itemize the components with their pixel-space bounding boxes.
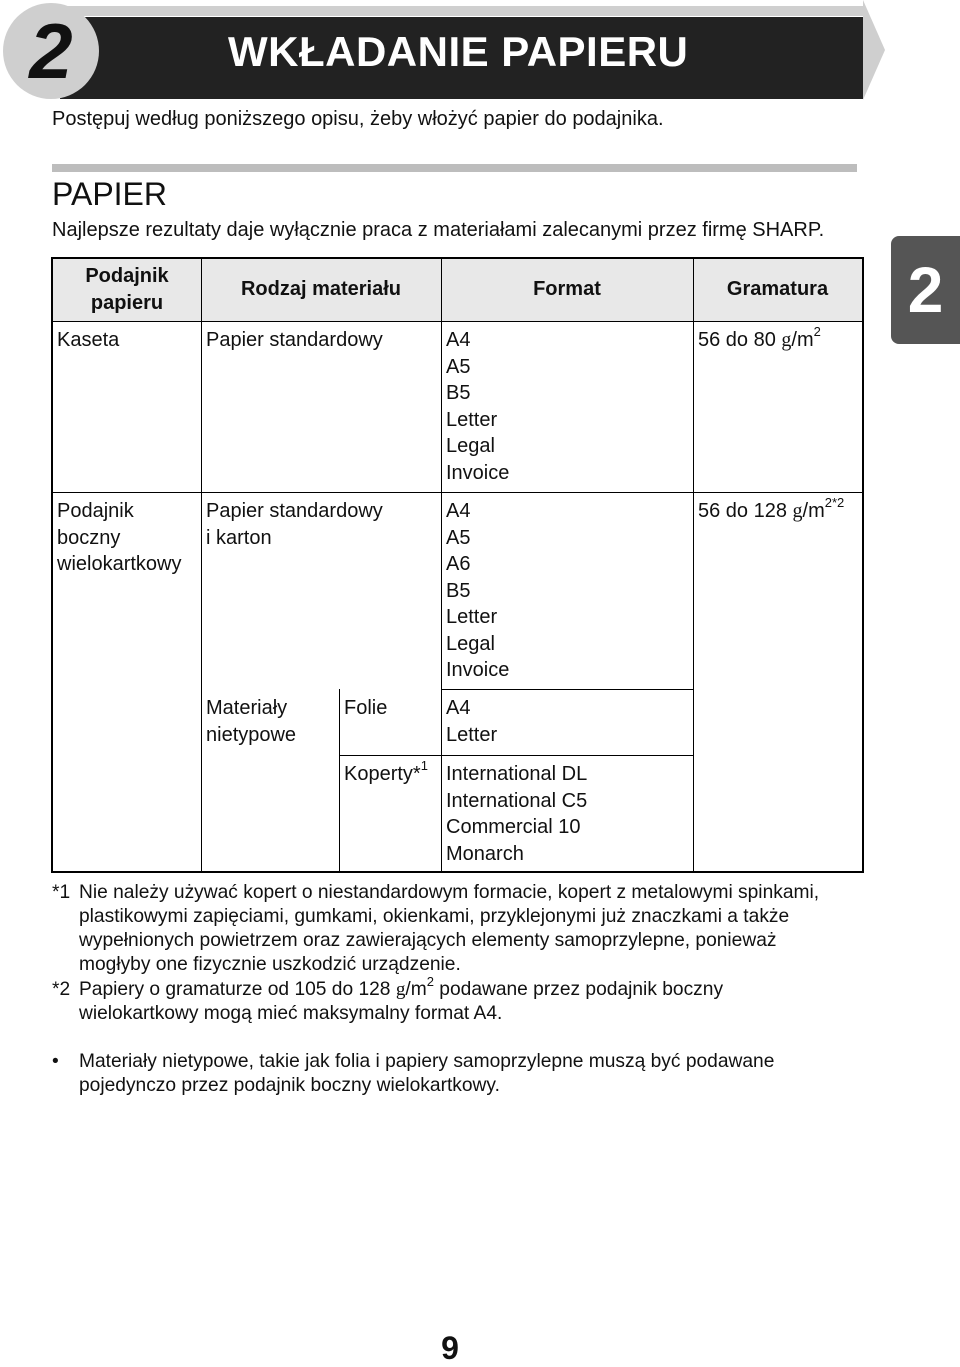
footnote-unit-superscript: 2 — [426, 973, 434, 989]
footnote-text: Nie należy używać kopert o niestandardowym formacie, kopert z metalowymi spinkami, plastikowymi zapięciami, gumkami, okienkami, przyklejonymi już znaczkami a także wypełnionych powietrzem oraz zawierających elementy samoprzylepne, ponieważ mogłyby one fizycznie uszkodzić urządzenie. — [79, 882, 820, 975]
table-rule — [693, 259, 694, 871]
section-divider — [52, 164, 857, 172]
footnote-text-before: Papiery o gramaturze od 105 do 128 — [79, 979, 396, 1000]
weight-superscript: 2*2 — [824, 495, 845, 511]
envelope-label-text: Koperty* — [344, 763, 421, 785]
header-weight: Gramatura — [726, 278, 829, 300]
page-number: 9 — [441, 1330, 459, 1366]
cell-weight-bypass — [698, 495, 845, 525]
paper-table — [51, 257, 864, 873]
header-material: Rodzaj materiału — [240, 278, 402, 300]
header-tray: Podajnik papieru — [85, 265, 169, 314]
table-rule — [339, 755, 693, 756]
footnote-mark: *1 — [52, 882, 71, 903]
weight-value: 56 do 128 — [698, 500, 793, 522]
cell-material-bypass: Papier standardowy i karton — [206, 500, 383, 549]
footnote-unit-m: /m — [405, 979, 427, 1000]
weight-unit-g: g — [781, 329, 792, 351]
section-description: Najlepsze rezultaty daje wyłącznie praca z materiałami zalecanymi przez firmę SHARP. — [52, 219, 825, 241]
footnote-text-after: podawane przez podajnik boczny wielokartkowy mogą mieć maksymalny format A4. — [79, 979, 724, 1024]
cell-weight-cassette — [698, 324, 821, 354]
section-title: PAPIER — [52, 176, 167, 212]
table-rule — [339, 689, 340, 871]
weight-value: 56 do 80 — [698, 329, 782, 351]
cell-film-formats: A4 Letter — [446, 697, 498, 746]
footnote-unit-g: g — [395, 979, 406, 1000]
table-rule — [201, 259, 202, 871]
cell-formats-cassette: A4 A5 B5 Letter Legal Invoice — [446, 329, 510, 484]
table-rule — [441, 259, 442, 871]
table-rule — [53, 321, 862, 322]
weight-unit-g: g — [792, 500, 803, 522]
weight-unit-m: /m — [791, 329, 814, 351]
header-format: Format — [533, 278, 601, 300]
cell-envelope-label — [344, 758, 428, 788]
cell-film-label: Folie — [344, 697, 388, 719]
footnote-mark: *2 — [52, 979, 71, 1000]
cell-material-special: Materiały nietypowe — [206, 697, 297, 746]
envelope-footnote-ref: 1 — [420, 758, 428, 774]
cell-material-cassette: Papier standardowy — [206, 329, 383, 351]
chapter-number: 2 — [29, 7, 73, 95]
weight-superscript: 2 — [813, 324, 821, 340]
weight-unit-m: /m — [802, 500, 825, 522]
table-rule — [53, 492, 862, 493]
cell-tray-bypass: Podajnik boczny wielokartkowy — [57, 500, 182, 575]
chapter-side-tab-number: 2 — [907, 254, 944, 326]
intro-text: Postępuj według poniższego opisu, żeby włożyć papier do podajnika. — [52, 108, 664, 130]
bullet-text: Materiały nietypowe, takie jak folia i papiery samoprzylepne muszą być podawane pojedynczo przez podajnik boczny wielokartkowy. — [79, 1051, 775, 1096]
chapter-title: WKŁADANIE PAPIERU — [228, 28, 689, 75]
cell-tray-cassette: Kaseta — [57, 329, 120, 351]
chapter-banner-arrow — [863, 0, 885, 100]
cell-formats-bypass: A4 A5 A6 B5 Letter Legal Invoice — [446, 500, 510, 681]
bullet-mark: • — [52, 1051, 59, 1072]
footnote-text — [79, 973, 839, 1026]
chapter-banner-shadow — [66, 6, 863, 16]
table-rule — [441, 689, 693, 690]
cell-envelope-formats: International DL International C5 Commercial 10 Monarch — [446, 763, 588, 865]
